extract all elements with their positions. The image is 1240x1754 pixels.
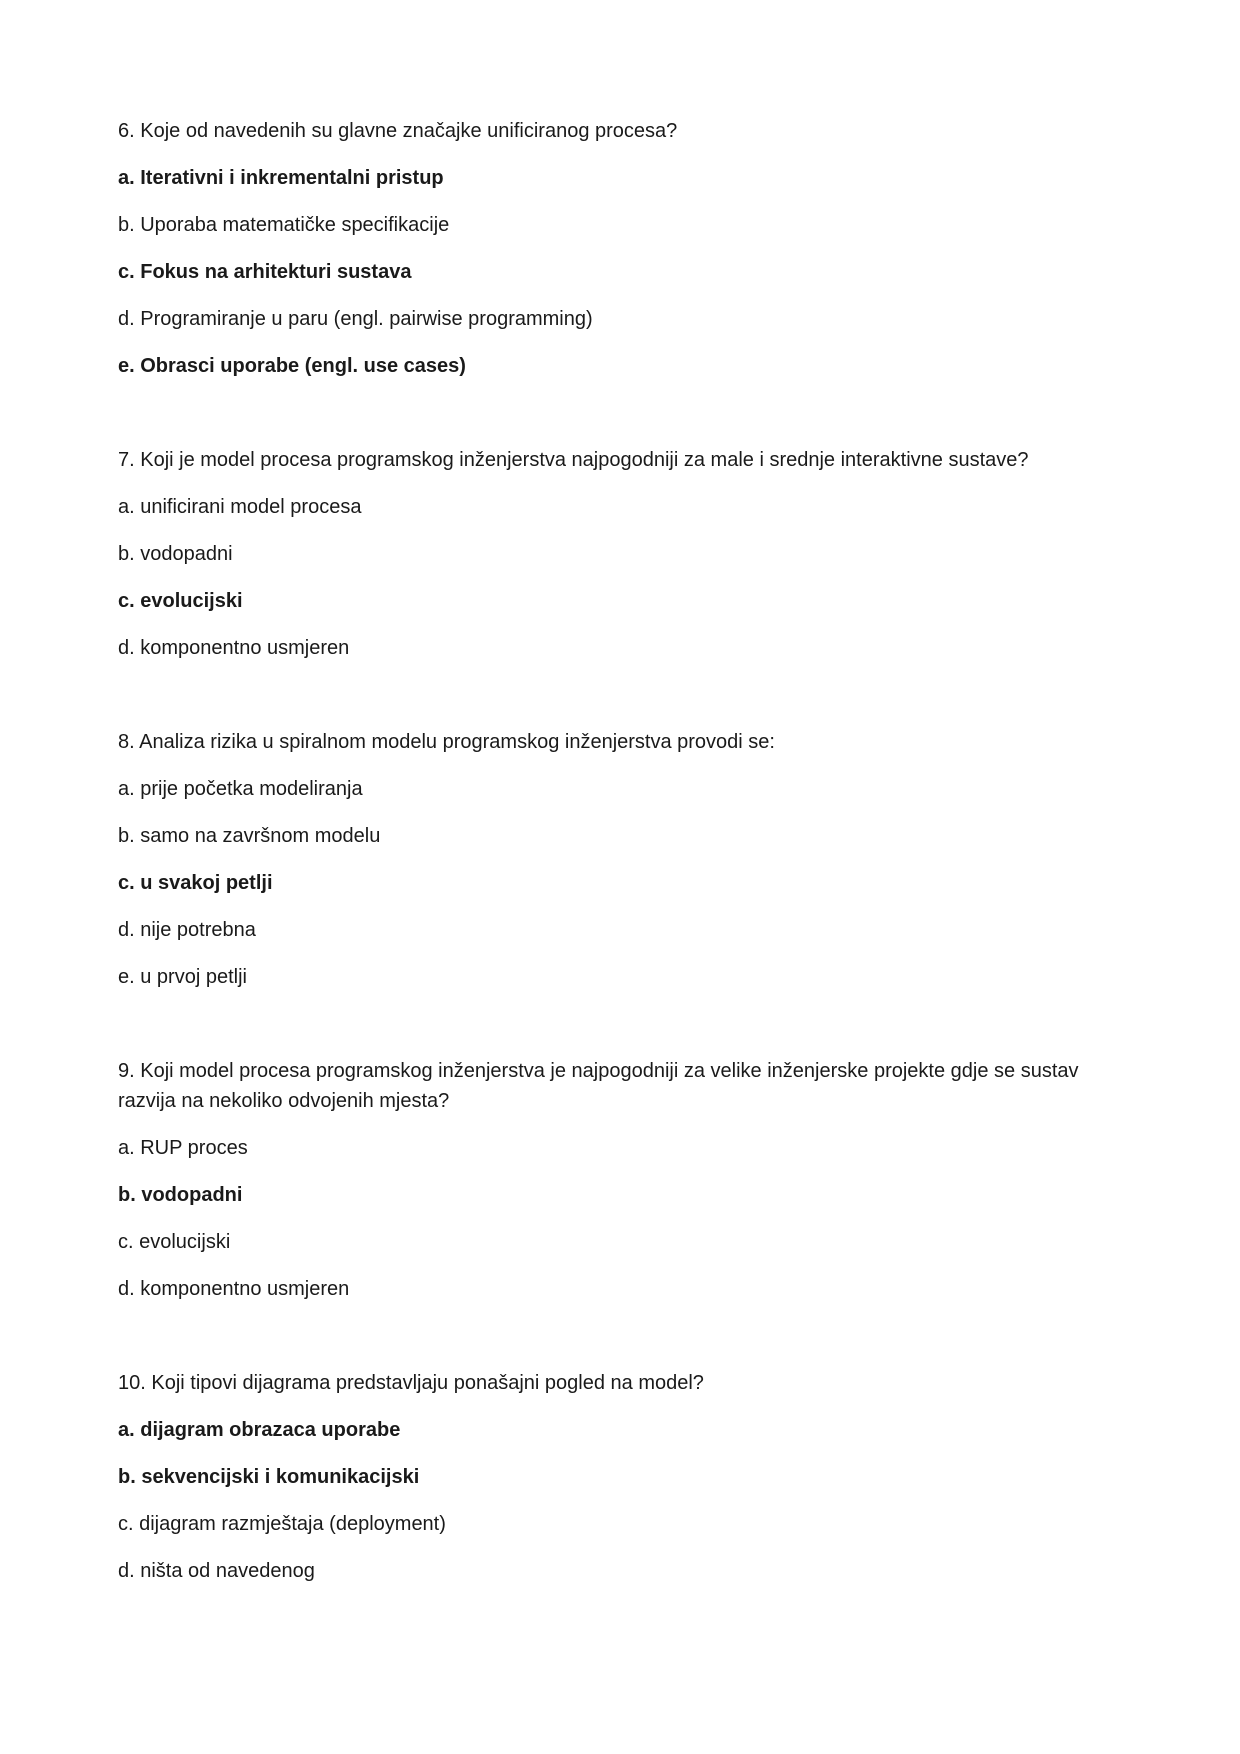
answer-option: b. sekvencijski i komunikacijski: [118, 1466, 420, 1488]
question-text: 8. Analiza rizika u spiralnom modelu programskog inženjerstva provodi se:: [118, 731, 775, 753]
answer-option: a. prije početka modeliranja: [118, 778, 363, 800]
answer-option: d. komponentno usmjeren: [118, 637, 350, 659]
answer-option: d. komponentno usmjeren: [118, 1278, 350, 1300]
answer-option: c. evolucijski: [118, 590, 243, 612]
question-text: 9. Koji model procesa programskog inženjerstva je najpogodniji za velike inženjerske projekte gdje se sustav razvija na nekoliko odvojenih mjesta?: [118, 1060, 1079, 1112]
answer-option: b. vodopadni: [118, 543, 233, 565]
answer-option: e. u prvoj petlji: [118, 966, 247, 988]
answer-option: c. evolucijski: [118, 1231, 231, 1253]
answer-option: b. vodopadni: [118, 1184, 243, 1206]
answer-option: c. dijagram razmještaja (deployment): [118, 1513, 446, 1535]
answer-option: a. Iterativni i inkrementalni pristup: [118, 167, 444, 189]
question-7: [118, 445, 1128, 663]
answer-option: d. nije potrebna: [118, 919, 256, 941]
answer-option: c. Fokus na arhitekturi sustava: [118, 261, 412, 283]
answer-option: a. dijagram obrazaca uporabe: [118, 1419, 401, 1441]
answer-option: b. samo na završnom modelu: [118, 825, 381, 847]
answer-option: a. unificirani model procesa: [118, 496, 362, 518]
answer-option: c. u svakoj petlji: [118, 872, 273, 894]
answer-option: b. Uporaba matematičke specifikacije: [118, 214, 450, 236]
question-9: [118, 1056, 1128, 1304]
document-page: [118, 116, 1128, 1650]
question-10: [118, 1368, 1128, 1586]
question-text: 10. Koji tipovi dijagrama predstavljaju ponašajni pogled na model?: [118, 1372, 704, 1394]
question-6: [118, 116, 1128, 381]
question-text: 6. Koje od navedenih su glavne značajke unificiranog procesa?: [118, 120, 678, 142]
answer-option: d. ništa od navedenog: [118, 1560, 315, 1582]
question-8: [118, 727, 1128, 992]
answer-option: e. Obrasci uporabe (engl. use cases): [118, 355, 466, 377]
answer-option: d. Programiranje u paru (engl. pairwise programming): [118, 308, 593, 330]
question-text: 7. Koji je model procesa programskog inženjerstva najpogodniji za male i srednje interaktivne sustave?: [118, 449, 1029, 471]
answer-option: a. RUP proces: [118, 1137, 248, 1159]
